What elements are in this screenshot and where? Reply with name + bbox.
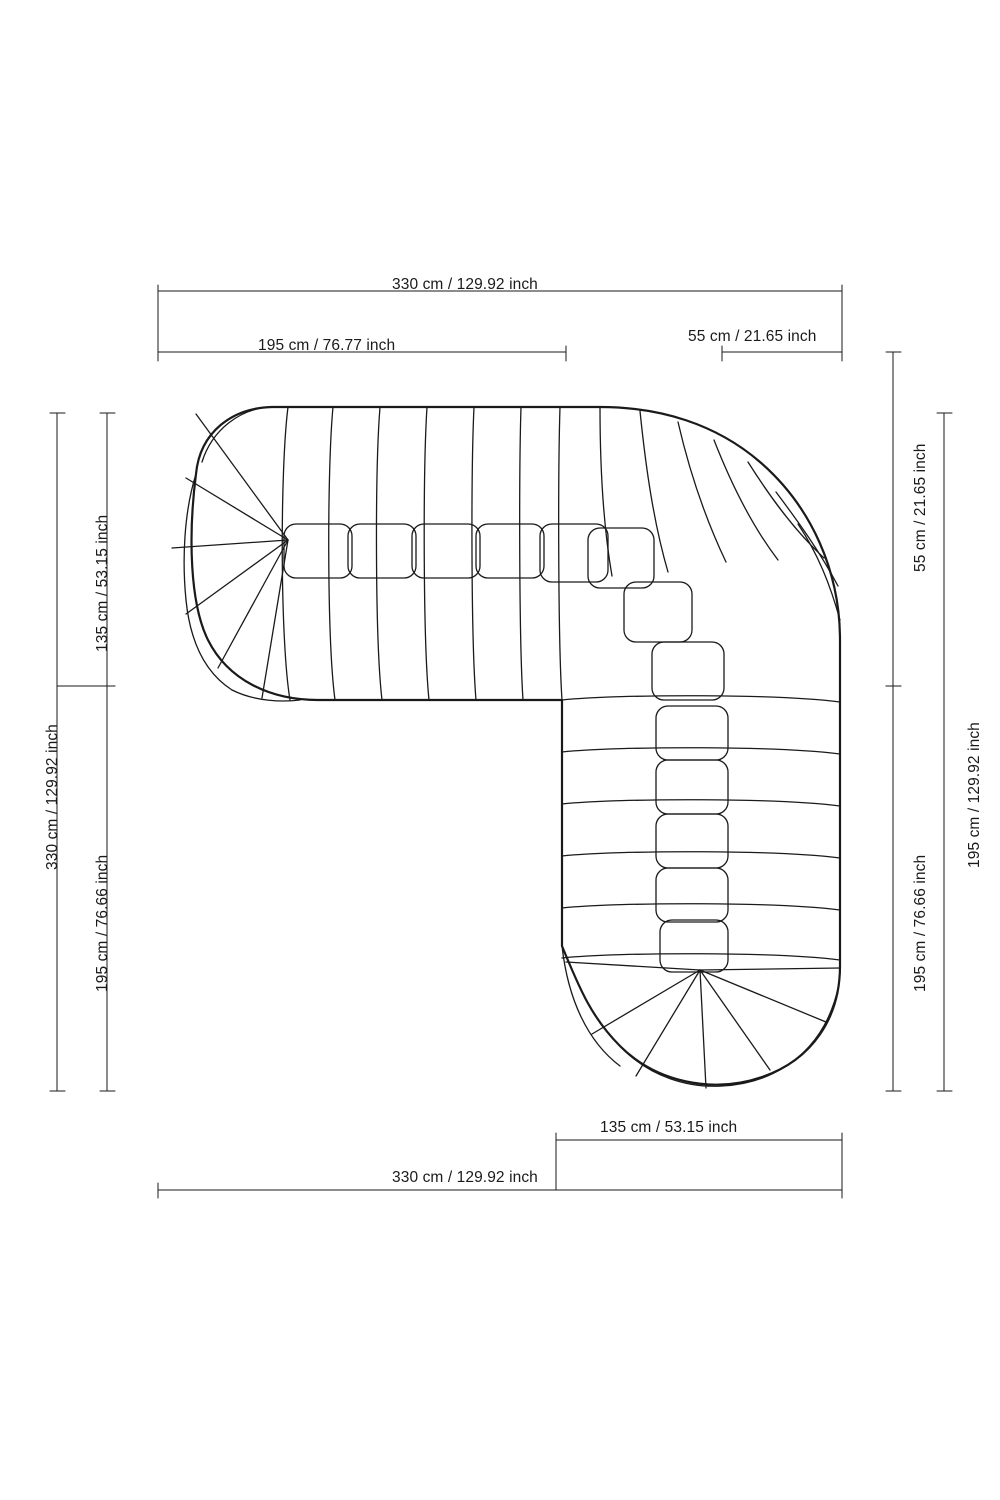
dimension-label-top-overall: 330 cm / 129.92 inch [392,276,538,293]
dimension-label-bottom-overall: 330 cm / 129.92 inch [392,1169,538,1186]
sofa-outline [192,407,840,1085]
dimension-label-top-inner-right: 55 cm / 21.65 inch [688,328,817,345]
dimension-label-left-lower: 195 cm / 76.66 inch [94,854,111,992]
dimension-label-right-upper: 55 cm / 21.65 inch [912,443,929,572]
dimension-label-bottom-inner: 135 cm / 53.15 inch [600,1119,738,1136]
dimension-label-right-lower: 195 cm / 76.66 inch [912,854,929,992]
dimension-label-left-upper: 135 cm / 53.15 inch [94,514,111,652]
dimension-label-top-inner-left: 195 cm / 76.77 inch [258,337,396,354]
dimension-label-right-overall: 195 cm / 129.92 inch [966,722,983,868]
dimension-label-left-overall: 330 cm / 129.92 inch [44,724,61,870]
